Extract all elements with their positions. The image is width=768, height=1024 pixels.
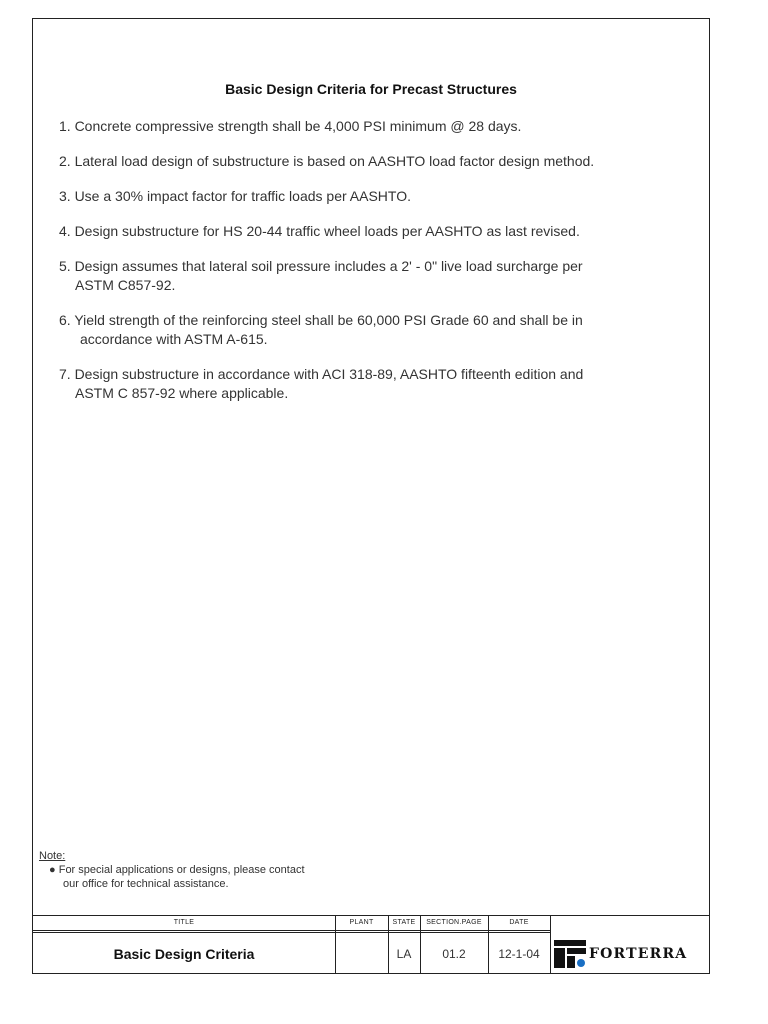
note-line-1-text: For special applications or designs, please contact [58,864,305,876]
state-value: LA [396,946,412,961]
logo-text: FORTERRA [589,946,688,962]
note-section [39,849,305,891]
criterion-6-text: 6. Yield strength of the reinforcing steel shall be 60,000 PSI Grade 60 and shall be in [59,312,583,328]
criterion-1 [59,117,679,136]
note-line-2: our office for technical assistance. [63,878,229,890]
document-title: Basic Design Criteria for Precast Structures [225,81,517,97]
criterion-6-continuation: accordance with ASTM A-615. [80,331,268,347]
divider-line [420,916,421,974]
note-line-1 [39,863,305,877]
criterion-5-text: 5. Design assumes that lateral soil pressure includes a 2' - 0" live load surcharge per [59,258,583,274]
criterion-7 [59,365,679,403]
title-block [33,915,709,974]
criterion-4-text: 4. Design substructure for HS 20-44 traffic wheel loads per AASHTO as last revised. [59,223,580,239]
criterion-6 [59,311,679,349]
divider-line [335,916,336,974]
date-header: DATE [488,916,550,931]
divider-line [388,916,389,974]
bullet-icon: ● [49,864,56,876]
criterion-3-text: 3. Use a 30% impact factor for traffic loads per AASHTO. [59,188,411,204]
criterion-2 [59,152,679,171]
criterion-2-text: 2. Lateral load design of substructure is based on AASHTO load factor design method. [59,153,595,169]
plant-value [335,933,388,974]
date-value: 12-1-04 [498,946,540,961]
section-page-value: 01.2 [442,946,466,961]
forterra-logo [553,934,709,974]
criteria-list [59,117,679,419]
criterion-7-continuation: ASTM C 857-92 where applicable. [75,385,289,401]
state-header: STATE [388,916,420,931]
forterra-logo-icon [553,938,587,970]
document-frame [32,18,710,974]
criterion-5-continuation: ASTM C857-92. [75,277,176,293]
criterion-1-text: 1. Concrete compressive strength shall be 4,000 PSI minimum @ 28 days. [59,118,522,134]
note-title: Note: [39,850,66,862]
header-divider [33,916,550,933]
divider-line [488,916,489,974]
criterion-4 [59,222,679,241]
plant-header: PLANT [335,916,388,931]
title-header: TITLE [33,916,335,931]
section-page-header: SECTION.PAGE [420,916,488,931]
criterion-7-text: 7. Design substructure in accordance with ACI 318-89, AASHTO fifteenth edition and [59,366,584,382]
criterion-5 [59,257,679,295]
divider-line [550,916,551,974]
title-value: Basic Design Criteria [113,945,255,962]
criterion-3 [59,187,679,206]
